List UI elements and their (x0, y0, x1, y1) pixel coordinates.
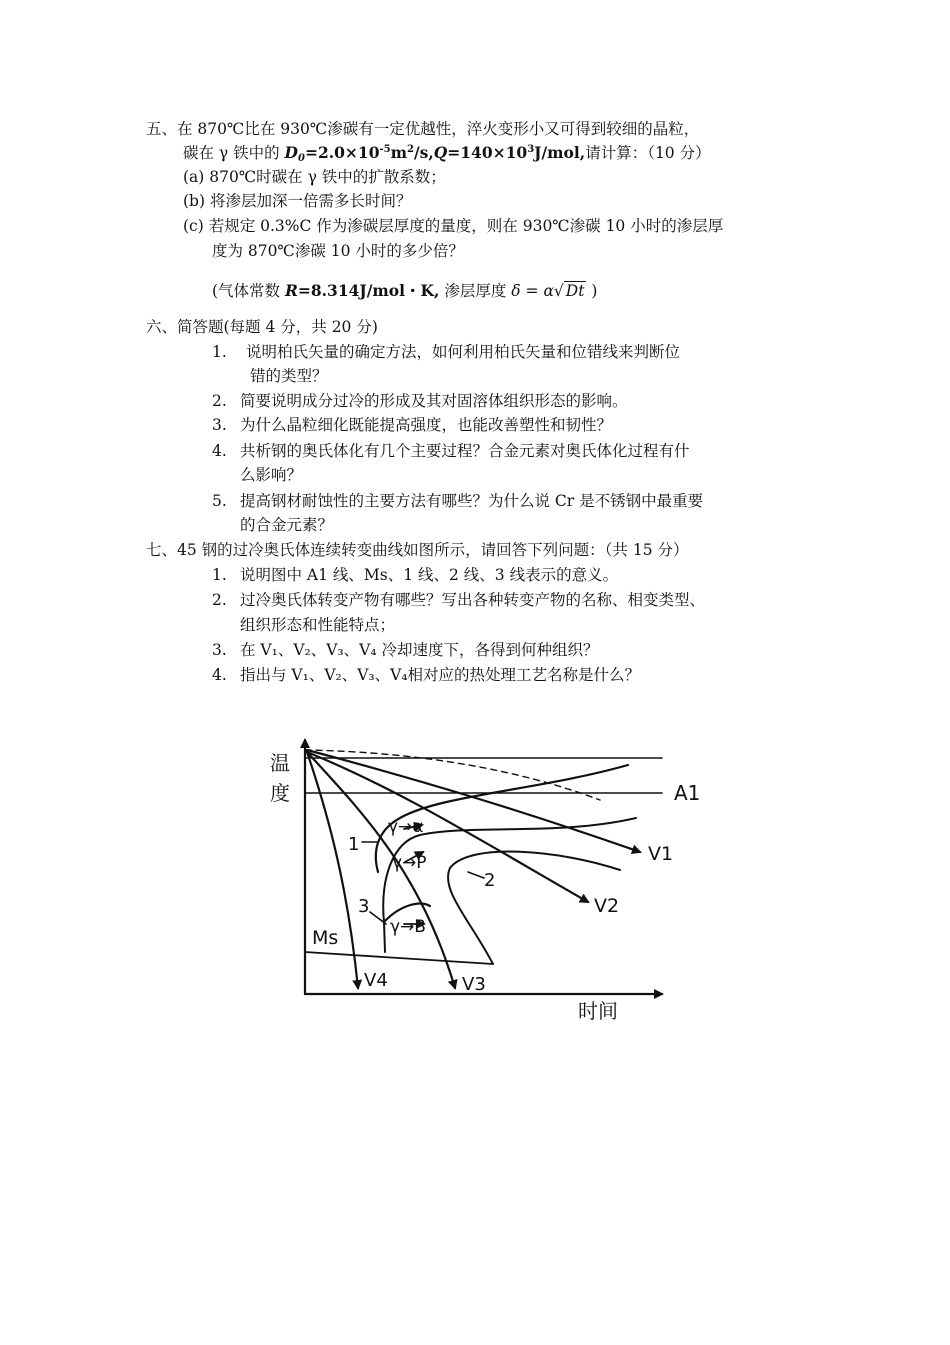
q6-item-1-number: 1. (212, 343, 227, 361)
q6-item-4-text: 共析钢的奥氏体化有几个主要过程？合金元素对奥氏体化过程有什 (240, 442, 690, 460)
curve-3-label: 3 (358, 896, 370, 917)
q6-item-1-text: 说明柏氏矢量的确定方法，如何利用柏氏矢量和位错线来判断位 (246, 343, 681, 361)
curve-2-label: 2 (484, 870, 496, 891)
ms-line (305, 952, 493, 964)
leader-2 (468, 872, 484, 878)
q6-item-4-text-cont: 么影响？ (240, 466, 303, 484)
q7-item-2-text-cont: 组织形态和性能特点； (240, 616, 396, 634)
v1-label: V1 (648, 843, 674, 865)
q5-part-c-line-2: 度为 870℃渗碳 10 小时的多少倍？ (212, 242, 464, 260)
gamma-alpha-label: γ→α (388, 817, 424, 837)
curve-1-label: 1 (348, 834, 360, 855)
cooling-curve-v3 (307, 752, 455, 988)
q6-item-2-number: 2. (212, 392, 227, 410)
q6-item-1-text-cont: 错的类型？ (250, 367, 328, 385)
q6-item-2-text: 简要说明成分过冷的形成及其对固溶体组织形态的影响。 (240, 392, 628, 410)
q7-item-1-number: 1. (212, 566, 227, 584)
q5-constants-note: (气体常数 R=8.314J/mol・K, 渗层厚度 δ = α√ Dt ) (212, 281, 598, 300)
q6-item-3-text: 为什么晶粒细化既能提高强度，也能改善塑性和韧性？ (240, 416, 613, 434)
y-axis-label-2: 度 (270, 781, 290, 805)
q7-item-4-number: 4. (212, 666, 227, 684)
q7-item-2-number: 2. (212, 591, 227, 609)
ms-label: Ms (312, 927, 339, 949)
q7-item-3-text: 在 V₁、V₂、V₃、V₄ 冷却速度下，各得到何种组织？ (240, 641, 599, 659)
a1-label: A1 (674, 781, 701, 805)
q6-title: 六、简答题(每题 4 分，共 20 分) (146, 318, 378, 336)
q5-part-a: (a) 870℃时碳在 γ 铁中的扩散系数； (183, 168, 446, 186)
q6-item-5-text-cont: 的合金元素？ (240, 516, 334, 534)
q7-item-2-text: 过冷奥氏体转变产物有哪些？写出各种转变产物的名称、相变类型、 (240, 591, 706, 609)
q7-title: 七、45 钢的过冷奥氏体连续转变曲线如图所示，请回答下列问题：（共 15 分） (146, 541, 689, 559)
cct-diagram (255, 715, 715, 1035)
q7-item-1-text: 说明图中 A1 线、Ms、1 线、2 线、3 线表示的意义。 (240, 566, 619, 584)
q7-item-3-number: 3. (212, 641, 227, 659)
q5-line-2: 碳在 γ 铁中的 $D_0=2.0\times 10^{-5}m^2/s,Q=140\times 10^3J$/mol,请计算：（10 分） (183, 143, 711, 164)
q7-item-4-text: 指出与 V₁、V₂、V₃、V₄相对应的热处理工艺名称是什么？ (240, 666, 641, 684)
q6-item-5-number: 5. (212, 492, 227, 510)
x-axis-label: 时间 (578, 999, 618, 1023)
q6-item-3-number: 3. (212, 416, 227, 434)
v3-label: V3 (462, 974, 486, 995)
gamma-p-label: γ→P (392, 853, 427, 873)
q6-item-5-text: 提高钢材耐蚀性的主要方法有哪些？为什么说 Cr 是不锈钢中最重要 (240, 492, 704, 510)
q5-part-b: (b) 将渗层加深一倍需多长时间？ (183, 192, 412, 210)
q6-item-4-number: 4. (212, 442, 227, 460)
v2-label: V2 (594, 895, 620, 917)
y-axis-label-1: 温 (270, 751, 290, 775)
gamma-b-label: γ→B (390, 917, 426, 937)
q5-line-1: 五、在 870℃比在 930℃渗碳有一定优越性，淬火变形小又可得到较细的晶粒， (146, 120, 700, 138)
v4-label: V4 (364, 970, 388, 991)
q5-part-c-line-1: (c) 若规定 0.3%C 作为渗碳层厚度的量度，则在 930℃渗碳 10 小时的渗层厚 (183, 217, 724, 235)
